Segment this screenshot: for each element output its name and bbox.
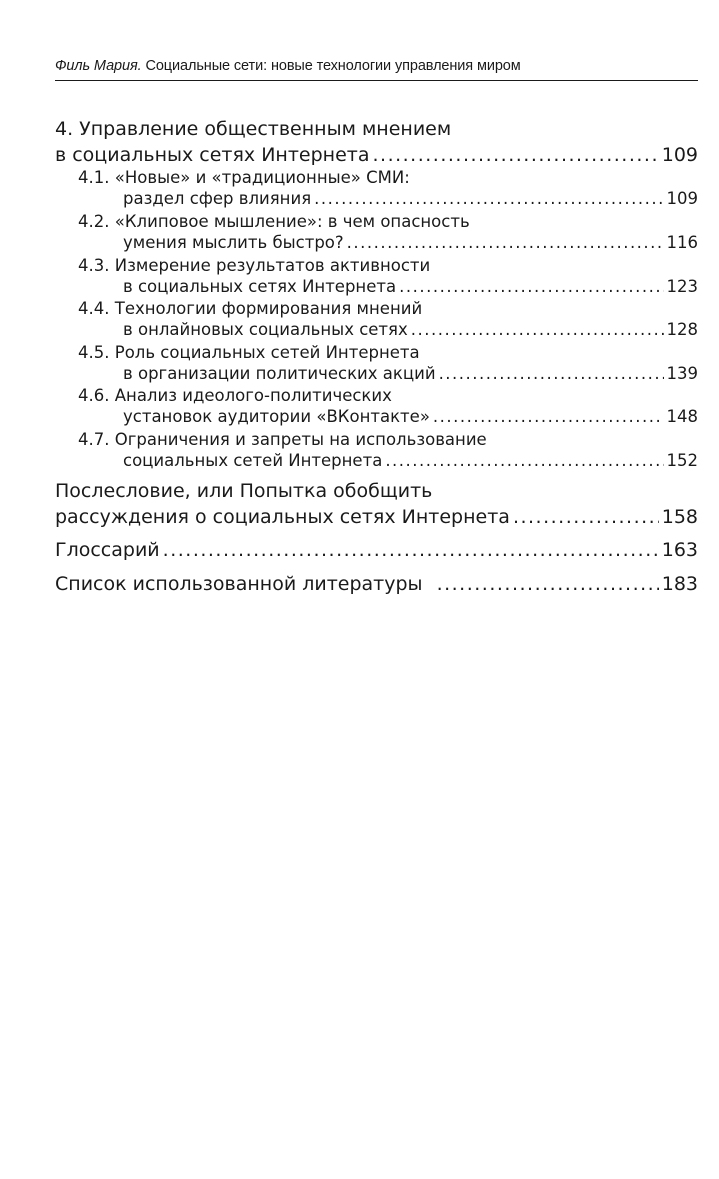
- section-title-line1: «Новые» и «традиционные» СМИ:: [114, 168, 410, 187]
- section-title-line2: раздел сфер влияния: [123, 189, 312, 208]
- dot-leader: [433, 406, 664, 427]
- toc-section-4-5: [78, 342, 698, 384]
- section-title-line1: Ограничения и запреты на использование: [114, 430, 487, 449]
- dot-leader: [163, 537, 659, 563]
- toc-section-4-2: [78, 211, 698, 253]
- section-page: 116: [666, 233, 698, 252]
- toc-bibliography-label: Список использованной литературы: [55, 573, 423, 595]
- header-author: Филь Мария.: [55, 58, 142, 74]
- section-title-line1: «Клиповое мышление»: в чем опасность: [114, 212, 470, 231]
- section-number: 4.3.: [78, 256, 110, 275]
- section-title-line1: Анализ идеолого-политических: [114, 386, 392, 405]
- toc-chapter-4-line1: 4. Управление общественным мнением: [55, 118, 452, 140]
- section-page: 139: [666, 364, 698, 383]
- section-title-line2: умения мыслить быстро?: [123, 233, 344, 252]
- dot-leader: [513, 504, 659, 530]
- section-title-line1: Технологии формирования мнений: [114, 299, 423, 318]
- section-title-line2: в социальных сетях Интернета: [123, 277, 397, 296]
- toc-section-4-7: [78, 429, 698, 471]
- section-page: 123: [666, 277, 698, 296]
- section-title-line2: социальных сетей Интернета: [123, 451, 383, 470]
- toc-chapter-4-line2: в социальных сетях Интернета: [55, 144, 370, 166]
- toc-chapter-4-page: 109: [661, 144, 698, 166]
- dot-leader: [347, 232, 664, 253]
- toc-glossary-page: 163: [661, 539, 698, 561]
- section-page: 109: [666, 189, 698, 208]
- section-page: 152: [666, 451, 698, 470]
- section-number: 4.7.: [78, 430, 110, 449]
- dot-leader: [399, 276, 663, 297]
- header-rule: [55, 80, 698, 81]
- section-number: 4.5.: [78, 343, 110, 362]
- toc-chapter-4: [55, 116, 698, 168]
- toc-bibliography-page: 183: [661, 573, 698, 595]
- dot-leader: [372, 142, 658, 168]
- toc-afterword-line2: рассуждения о социальных сетях Интернета: [55, 506, 510, 528]
- section-title-line2: установок аудитории «ВКонтакте»: [123, 407, 430, 426]
- section-title-line2: в организации политических акций: [123, 364, 436, 383]
- dot-leader: [439, 363, 664, 384]
- section-number: 4.4.: [78, 299, 110, 318]
- section-number: 4.1.: [78, 168, 110, 187]
- section-number: 4.6.: [78, 386, 110, 405]
- dot-leader: [314, 188, 663, 209]
- section-title-line2: в онлайновых социальных сетях: [123, 320, 408, 339]
- toc-glossary-label: Глоссарий: [55, 539, 160, 561]
- dot-leader: [385, 450, 663, 471]
- toc-section-4-1: [78, 167, 698, 209]
- section-title-line1: Измерение результатов активности: [114, 256, 431, 275]
- toc-afterword: [55, 478, 698, 530]
- running-header: [55, 58, 698, 74]
- dot-leader: [411, 319, 664, 340]
- section-number: 4.2.: [78, 212, 110, 231]
- section-title-line1: Роль социальных сетей Интернета: [114, 343, 420, 362]
- toc-section-4-4: [78, 298, 698, 340]
- toc-section-4-6: [78, 385, 698, 427]
- dot-leader: [437, 571, 659, 597]
- toc-afterword-page: 158: [661, 506, 698, 528]
- header-title: Социальные сети: новые технологии управления миром: [145, 58, 521, 74]
- section-page: 148: [666, 407, 698, 426]
- section-page: 128: [666, 320, 698, 339]
- toc-section-4-3: [78, 255, 698, 297]
- toc-afterword-line1: Послесловие, или Попытка обобщить: [55, 480, 433, 502]
- toc-bibliography: [55, 571, 698, 597]
- toc-glossary: [55, 537, 698, 563]
